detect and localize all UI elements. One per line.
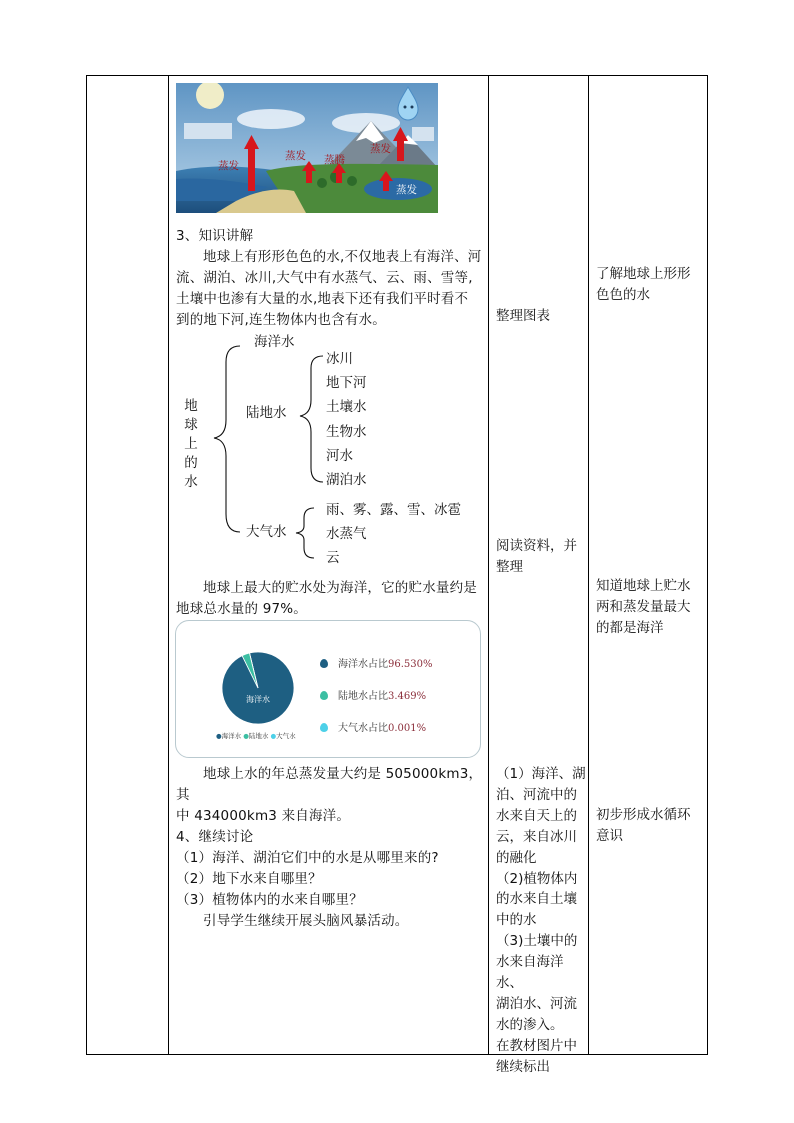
- storage-paragraph: [176, 578, 486, 620]
- evaporation-label: 蒸发: [370, 143, 391, 155]
- evaporation-label: 蒸发: [285, 150, 306, 162]
- legend-ocean: 海洋水占比96.530%: [320, 655, 433, 670]
- question-item: （1）海洋、湖泊它们中的水是从哪里来的?: [176, 850, 439, 866]
- section3-line: 流、湖泊、冰川,大气中有水蒸气、云、雨、雪等,: [176, 270, 473, 286]
- question-item: （2）地下水来自哪里？: [176, 871, 322, 887]
- land-water-item: 地下河: [326, 375, 367, 391]
- legend-land: 陆地水占比3.469%: [320, 687, 426, 702]
- atmo-water-item: 云: [326, 550, 340, 566]
- evaporation-label: 蒸发: [396, 184, 417, 196]
- section4-block: [176, 764, 486, 932]
- land-water-label: 陆地水: [246, 405, 287, 421]
- land-water-item: 湖泊水: [326, 472, 367, 488]
- design-intent-a: 了解地球上形形 色色的水: [596, 266, 691, 303]
- section3-line: 地球上有形形色色的水,不仅地表上有海洋、河: [203, 249, 482, 265]
- atmo-water-item: 雨、雾、露、雪、冰雹: [326, 502, 461, 518]
- land-water-item: 土壤水: [326, 399, 367, 415]
- evap-line: 中 434000km3 来自海洋。: [176, 808, 351, 824]
- land-water-item: 冰川: [326, 351, 353, 367]
- storage-line: 地球总水量的 97%。: [176, 601, 307, 617]
- student-activity-a: 整理图表: [496, 308, 550, 324]
- ocean-water-label: 海洋水: [254, 334, 295, 350]
- evaporation-label: 蒸发: [218, 160, 239, 172]
- student-activity-b: 阅读资料，并 整理: [496, 538, 577, 575]
- land-water-item: 河水: [326, 448, 353, 464]
- legend-atmo: 大气水占比0.001%: [320, 719, 426, 734]
- pie-chart: [216, 646, 300, 730]
- question-item: （3）植物体内的水来自哪里？: [176, 892, 363, 908]
- pie-small-legend: ●海洋水 ●陆地水 ●大气水: [216, 732, 296, 740]
- atmo-water-item: 水蒸气: [326, 526, 367, 542]
- design-intent-c: 初步形成水循环 意识: [596, 807, 691, 844]
- evap-line: 地球上水的年总蒸发量大约是 505000km3，其: [176, 766, 483, 803]
- tree-root: 地 球 上 的 水: [184, 398, 198, 490]
- pie-chart-card: [175, 620, 481, 758]
- guide-line: 引导学生继续开展头脑风暴活动。: [203, 913, 409, 929]
- section3-line: 到的地下河,连生物体内也含有水。: [176, 312, 386, 328]
- storage-line: 地球上最大的贮水处为海洋，它的贮水量约是: [203, 580, 477, 596]
- section3-heading: 3、知识讲解: [176, 228, 254, 244]
- transpiration-label: 蒸腾: [324, 154, 345, 166]
- section4-heading: 4、继续讨论: [176, 829, 254, 845]
- land-water-item: 生物水: [326, 424, 367, 440]
- student-activity-c: （1）海洋、湖 泊、河流中的 水来自天上的 云，来自冰川 的融化 （2)植物体内 的水来自土壤 中的水 （3)土壤中的 水来自海洋水、 湖泊水、河流 水的渗入。 在教材图片中 继续标出: [496, 766, 586, 1075]
- section3-line: 土壤中也渗有大量的水,地表下还有我们平时看不: [176, 291, 469, 307]
- atmo-water-label: 大气水: [246, 524, 287, 540]
- pie-slice-label: 海洋水: [246, 695, 270, 704]
- design-intent-b: 知道地球上贮水 两和蒸发量最大 的都是海洋: [596, 578, 691, 636]
